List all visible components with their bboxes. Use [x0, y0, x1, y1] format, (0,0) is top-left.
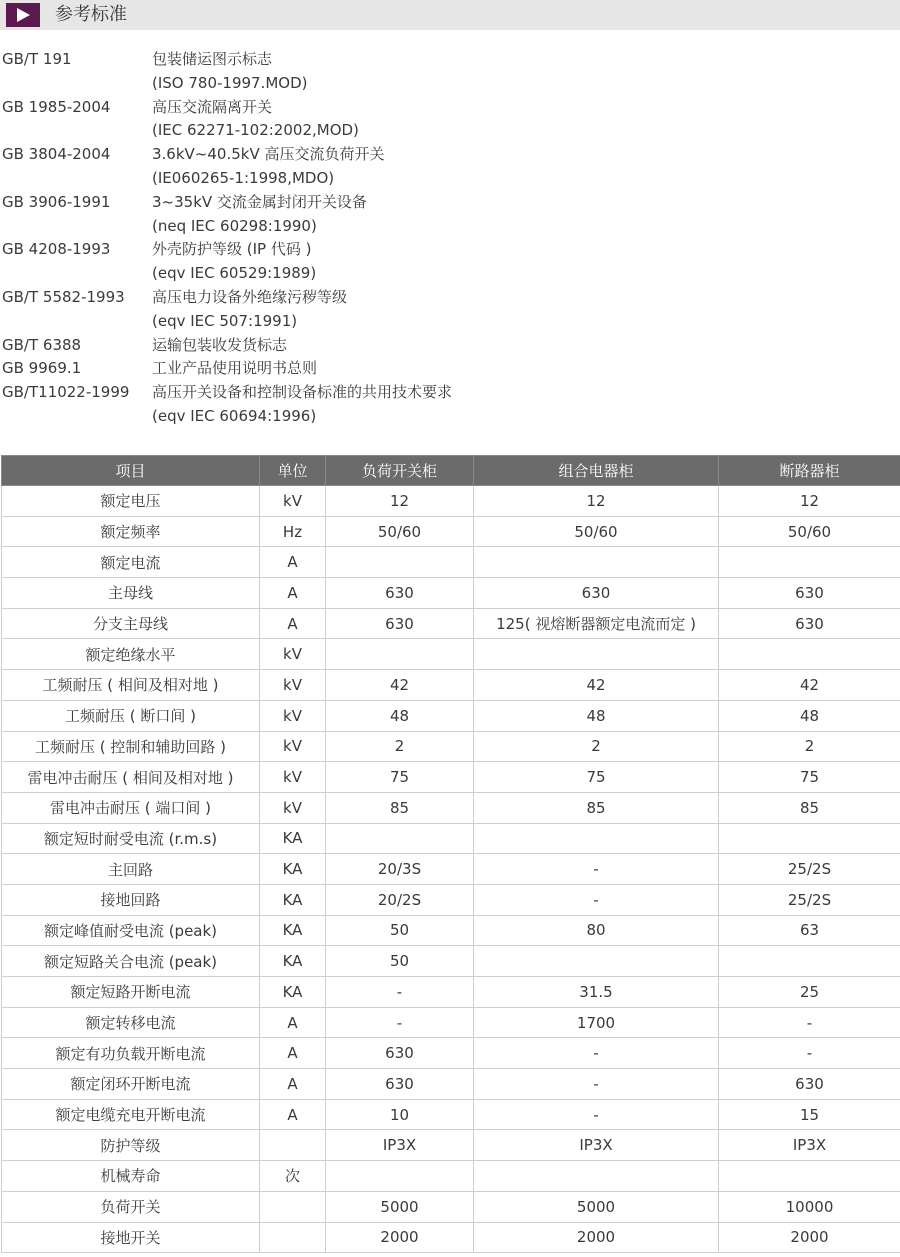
- cell-item: 雷电冲击耐压 ( 端口间 ): [2, 792, 260, 823]
- cell-item: 工频耐压 ( 相间及相对地 ): [2, 670, 260, 701]
- standard-code: GB 4208-1993: [2, 240, 111, 259]
- standard-code: GB 3906-1991: [2, 192, 111, 211]
- cell-breaker-cabinet: 25/2S: [719, 854, 900, 885]
- play-triangle-icon: [6, 3, 40, 27]
- cell-unit: [260, 1130, 326, 1161]
- standard-line: [0, 48, 900, 72]
- cell-item: 额定有功负载开断电流: [2, 1038, 260, 1069]
- cell-breaker-cabinet: 63: [719, 915, 900, 946]
- standard-description: 外壳防护等级 (IP 代码 ): [152, 240, 312, 259]
- table-row: [2, 516, 900, 547]
- standard-code: GB 9969.1: [2, 359, 82, 378]
- cell-item: 防护等级: [2, 1130, 260, 1161]
- standard-description: (neq IEC 60298:1990): [152, 216, 317, 235]
- table-row: [2, 547, 900, 578]
- standard-description: (ISO 780-1997.MOD): [152, 73, 308, 92]
- cell-combined-cabinet: 85: [474, 792, 719, 823]
- standard-description: (eqv IEC 60529:1989): [152, 264, 317, 283]
- cell-breaker-cabinet: 42: [719, 670, 900, 701]
- cell-combined-cabinet: -: [474, 854, 719, 885]
- cell-item: 接地开关: [2, 1222, 260, 1253]
- standard-description: 运输包装收发货标志: [152, 335, 288, 354]
- cell-load-switch-cabinet: 630: [326, 1038, 474, 1069]
- cell-load-switch-cabinet: 630: [326, 1069, 474, 1100]
- cell-load-switch-cabinet: -: [326, 1007, 474, 1038]
- cell-item: 额定电流: [2, 547, 260, 578]
- cell-unit: kV: [260, 700, 326, 731]
- cell-breaker-cabinet: 630: [719, 1069, 900, 1100]
- cell-combined-cabinet: 2: [474, 731, 719, 762]
- standard-code: GB/T11022-1999: [2, 383, 130, 402]
- cell-breaker-cabinet: 630: [719, 608, 900, 639]
- cell-combined-cabinet: 5000: [474, 1191, 719, 1222]
- cell-combined-cabinet: 80: [474, 915, 719, 946]
- cell-item: 负荷开关: [2, 1191, 260, 1222]
- standard-line: [0, 334, 900, 358]
- standard-code: GB 3804-2004: [2, 145, 111, 164]
- table-row: [2, 670, 900, 701]
- cell-load-switch-cabinet: [326, 639, 474, 670]
- standard-line: [0, 381, 900, 405]
- spec-table: [1, 455, 900, 1253]
- cell-item: 额定峰值耐受电流 (peak): [2, 915, 260, 946]
- cell-unit: kV: [260, 486, 326, 517]
- cell-unit: KA: [260, 823, 326, 854]
- cell-item: 额定短时耐受电流 (r.m.s): [2, 823, 260, 854]
- cell-unit: A: [260, 1038, 326, 1069]
- standard-code: GB/T 5582-1993: [2, 287, 125, 306]
- cell-breaker-cabinet: 85: [719, 792, 900, 823]
- cell-unit: [260, 1191, 326, 1222]
- standard-line: [0, 238, 900, 262]
- standard-line: [0, 119, 900, 143]
- section-header: [0, 0, 900, 30]
- cell-combined-cabinet: [474, 1161, 719, 1192]
- col-header-item: 项目: [2, 456, 260, 486]
- cell-breaker-cabinet: 2000: [719, 1222, 900, 1253]
- standard-description: (eqv IEC 60694:1996): [152, 406, 317, 425]
- cell-load-switch-cabinet: 10: [326, 1099, 474, 1130]
- cell-combined-cabinet: 50/60: [474, 516, 719, 547]
- cell-combined-cabinet: 2000: [474, 1222, 719, 1253]
- cell-unit: 次: [260, 1161, 326, 1192]
- table-row: [2, 946, 900, 977]
- table-row: [2, 1222, 900, 1253]
- cell-breaker-cabinet: 2: [719, 731, 900, 762]
- standard-line: [0, 215, 900, 239]
- cell-unit: KA: [260, 946, 326, 977]
- cell-load-switch-cabinet: 630: [326, 608, 474, 639]
- cell-breaker-cabinet: [719, 823, 900, 854]
- cell-load-switch-cabinet: [326, 1161, 474, 1192]
- standard-line: [0, 191, 900, 215]
- cell-load-switch-cabinet: [326, 823, 474, 854]
- cell-unit: Hz: [260, 516, 326, 547]
- cell-item: 额定频率: [2, 516, 260, 547]
- cell-load-switch-cabinet: 48: [326, 700, 474, 731]
- standard-line: [0, 405, 900, 429]
- cell-breaker-cabinet: 12: [719, 486, 900, 517]
- standard-description: (eqv IEC 507:1991): [152, 311, 298, 330]
- cell-unit: KA: [260, 854, 326, 885]
- cell-combined-cabinet: 12: [474, 486, 719, 517]
- cell-load-switch-cabinet: 75: [326, 762, 474, 793]
- table-row: [2, 486, 900, 517]
- table-row: [2, 608, 900, 639]
- table-header-row: [2, 456, 900, 486]
- cell-unit: A: [260, 1069, 326, 1100]
- cell-item: 工频耐压 ( 断口间 ): [2, 700, 260, 731]
- table-row: [2, 1130, 900, 1161]
- cell-combined-cabinet: [474, 823, 719, 854]
- table-row: [2, 977, 900, 1008]
- cell-breaker-cabinet: 10000: [719, 1191, 900, 1222]
- cell-load-switch-cabinet: 50: [326, 946, 474, 977]
- cell-item: 额定转移电流: [2, 1007, 260, 1038]
- cell-load-switch-cabinet: 630: [326, 578, 474, 609]
- cell-combined-cabinet: [474, 639, 719, 670]
- cell-load-switch-cabinet: 42: [326, 670, 474, 701]
- cell-combined-cabinet: 42: [474, 670, 719, 701]
- table-row: [2, 731, 900, 762]
- cell-breaker-cabinet: [719, 547, 900, 578]
- cell-breaker-cabinet: 630: [719, 578, 900, 609]
- cell-item: 额定电压: [2, 486, 260, 517]
- standard-line: [0, 72, 900, 96]
- standard-code: GB/T 6388: [2, 335, 82, 354]
- standard-description: 高压交流隔离开关: [152, 97, 273, 116]
- table-row: [2, 762, 900, 793]
- table-row: [2, 823, 900, 854]
- table-row: [2, 1099, 900, 1130]
- cell-load-switch-cabinet: 2: [326, 731, 474, 762]
- col-header-combined-cabinet: 组合电器柜: [474, 456, 719, 486]
- cell-unit: A: [260, 547, 326, 578]
- cell-unit: KA: [260, 977, 326, 1008]
- col-header-breaker-cabinet: 断路器柜: [719, 456, 900, 486]
- standard-line: [0, 167, 900, 191]
- cell-load-switch-cabinet: 20/2S: [326, 884, 474, 915]
- cell-unit: KA: [260, 915, 326, 946]
- cell-load-switch-cabinet: 85: [326, 792, 474, 823]
- cell-load-switch-cabinet: 50: [326, 915, 474, 946]
- cell-unit: kV: [260, 731, 326, 762]
- standard-line: [0, 310, 900, 334]
- cell-item: 主回路: [2, 854, 260, 885]
- cell-combined-cabinet: 1700: [474, 1007, 719, 1038]
- standard-description: (IEC 62271-102:2002,MOD): [152, 121, 359, 140]
- cell-breaker-cabinet: -: [719, 1007, 900, 1038]
- standard-description: (IE060265-1:1998,MDO): [152, 168, 335, 187]
- cell-combined-cabinet: -: [474, 1069, 719, 1100]
- standard-description: 高压开关设备和控制设备标准的共用技术要求: [152, 383, 453, 402]
- cell-item: 主母线: [2, 578, 260, 609]
- cell-unit: A: [260, 608, 326, 639]
- standard-line: [0, 262, 900, 286]
- cell-breaker-cabinet: 75: [719, 762, 900, 793]
- cell-unit: [260, 1222, 326, 1253]
- cell-item: 额定闭环开断电流: [2, 1069, 260, 1100]
- cell-item: 接地回路: [2, 884, 260, 915]
- cell-unit: A: [260, 578, 326, 609]
- table-row: [2, 915, 900, 946]
- cell-breaker-cabinet: 25: [719, 977, 900, 1008]
- standard-description: 工业产品使用说明书总则: [152, 359, 318, 378]
- cell-combined-cabinet: 31.5: [474, 977, 719, 1008]
- cell-load-switch-cabinet: [326, 547, 474, 578]
- cell-unit: kV: [260, 639, 326, 670]
- cell-item: 分支主母线: [2, 608, 260, 639]
- table-row: [2, 1191, 900, 1222]
- cell-item: 机械寿命: [2, 1161, 260, 1192]
- cell-breaker-cabinet: [719, 1161, 900, 1192]
- cell-unit: A: [260, 1099, 326, 1130]
- cell-combined-cabinet: -: [474, 1038, 719, 1069]
- cell-item: 额定短路开断电流: [2, 977, 260, 1008]
- cell-item: 额定电缆充电开断电流: [2, 1099, 260, 1130]
- cell-unit: kV: [260, 792, 326, 823]
- cell-item: 工频耐压 ( 控制和辅助回路 ): [2, 731, 260, 762]
- table-row: [2, 578, 900, 609]
- cell-combined-cabinet: 125( 视熔断器额定电流而定 ): [474, 608, 719, 639]
- cell-combined-cabinet: 48: [474, 700, 719, 731]
- table-row: [2, 1161, 900, 1192]
- table-row: [2, 884, 900, 915]
- cell-breaker-cabinet: 15: [719, 1099, 900, 1130]
- section-title: 参考标准: [55, 4, 127, 25]
- cell-combined-cabinet: -: [474, 884, 719, 915]
- col-header-unit: 单位: [260, 456, 326, 486]
- standard-code: GB/T 191: [2, 50, 72, 68]
- table-row: [2, 1069, 900, 1100]
- cell-breaker-cabinet: [719, 946, 900, 977]
- cell-breaker-cabinet: 25/2S: [719, 884, 900, 915]
- standard-code: GB 1985-2004: [2, 97, 111, 116]
- cell-load-switch-cabinet: 5000: [326, 1191, 474, 1222]
- standard-description: 包装储运图示标志: [152, 50, 273, 68]
- cell-combined-cabinet: [474, 547, 719, 578]
- standard-description: 3~35kV 交流金属封闭开关设备: [152, 192, 367, 211]
- table-row: [2, 854, 900, 885]
- cell-load-switch-cabinet: 2000: [326, 1222, 474, 1253]
- table-row: [2, 700, 900, 731]
- cell-breaker-cabinet: 50/60: [719, 516, 900, 547]
- table-row: [2, 1038, 900, 1069]
- table-row: [2, 1007, 900, 1038]
- cell-unit: kV: [260, 670, 326, 701]
- cell-breaker-cabinet: [719, 639, 900, 670]
- standard-line: [0, 96, 900, 120]
- standard-description: 高压电力设备外绝缘污秽等级: [152, 287, 348, 306]
- cell-combined-cabinet: 630: [474, 578, 719, 609]
- standards-list: [0, 48, 900, 429]
- standard-line: [0, 357, 900, 381]
- cell-unit: KA: [260, 884, 326, 915]
- cell-breaker-cabinet: -: [719, 1038, 900, 1069]
- cell-load-switch-cabinet: IP3X: [326, 1130, 474, 1161]
- cell-item: 额定绝缘水平: [2, 639, 260, 670]
- cell-load-switch-cabinet: 50/60: [326, 516, 474, 547]
- standard-line: [0, 143, 900, 167]
- col-header-load-switch-cabinet: 负荷开关柜: [326, 456, 474, 486]
- cell-combined-cabinet: [474, 946, 719, 977]
- cell-combined-cabinet: 75: [474, 762, 719, 793]
- standard-description: 3.6kV~40.5kV 高压交流负荷开关: [152, 145, 385, 164]
- cell-item: 雷电冲击耐压 ( 相间及相对地 ): [2, 762, 260, 793]
- cell-unit: kV: [260, 762, 326, 793]
- cell-unit: A: [260, 1007, 326, 1038]
- table-row: [2, 639, 900, 670]
- standard-line: [0, 286, 900, 310]
- cell-load-switch-cabinet: 20/3S: [326, 854, 474, 885]
- cell-load-switch-cabinet: 12: [326, 486, 474, 517]
- cell-breaker-cabinet: 48: [719, 700, 900, 731]
- table-row: [2, 792, 900, 823]
- cell-breaker-cabinet: IP3X: [719, 1130, 900, 1161]
- cell-combined-cabinet: IP3X: [474, 1130, 719, 1161]
- cell-load-switch-cabinet: -: [326, 977, 474, 1008]
- cell-combined-cabinet: -: [474, 1099, 719, 1130]
- cell-item: 额定短路关合电流 (peak): [2, 946, 260, 977]
